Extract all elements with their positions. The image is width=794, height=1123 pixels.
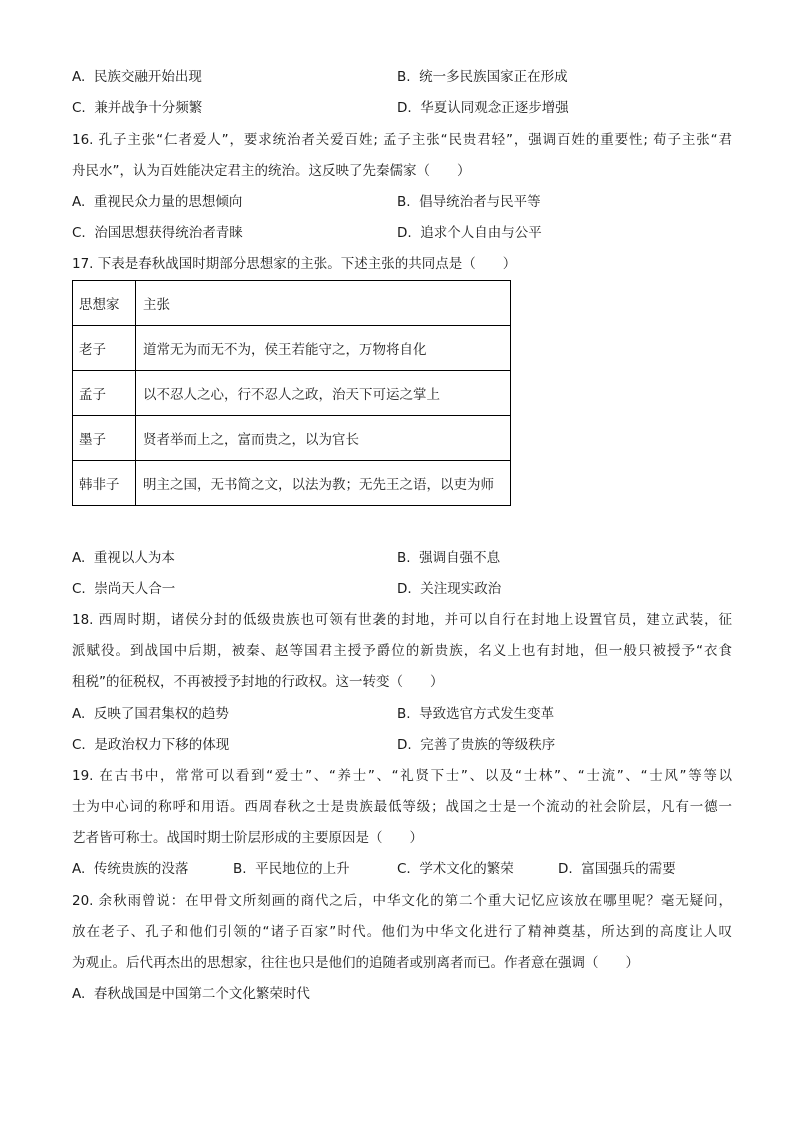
q18-option-c: C. 是政治权力下移的体现 [72, 737, 230, 753]
thinkers-table [72, 280, 511, 506]
q18-stem-line-3: 租税”的征税权，不再被授予封地的行政权。这一转变（ ） [72, 674, 444, 690]
q20-stem-line-2: 放在老子、孔子和他们引领的“诸子百家”时代。他们为中华文化进行了精神奠基，所达到的高度让人叹 [72, 924, 732, 940]
q15-option-d: D. 华夏认同观念正逐步增强 [397, 100, 569, 116]
q19-option-d: D. 富国强兵的需要 [558, 861, 676, 877]
table-cell-thinker: 老子 [73, 326, 136, 371]
table-header-row [73, 281, 511, 326]
q16-option-b: B. 倡导统治者与民平等 [397, 194, 541, 210]
q17-option-a: A. 重视以人为本 [72, 550, 175, 566]
q17-option-c: C. 崇尚天人合一 [72, 581, 176, 597]
table-cell-view: 以不忍人之心，行不忍人之政，治天下可运之掌上 [136, 371, 511, 416]
q19-option-a: A. 传统贵族的没落 [72, 861, 189, 877]
q19-stem-line-3: 艺者皆可称士。战国时期士阶层形成的主要原因是（ ） [72, 830, 423, 846]
q17-option-b: B. 强调自强不息 [397, 550, 501, 566]
table-header-cell: 主张 [136, 281, 511, 326]
q19-option-b: B. 平民地位的上升 [233, 861, 350, 877]
table-header-cell: 思想家 [73, 281, 136, 326]
q16-option-a: A. 重视民众力量的思想倾向 [72, 194, 243, 210]
q19-stem-line-1: 19. 在古书中，常常可以看到“爱士”、“养士”、“礼贤下士”、以及“士林”、“士流”、“士风”等等以 [72, 768, 732, 784]
q18-option-a: A. 反映了国君集权的趋势 [72, 706, 229, 722]
table-row [73, 326, 511, 371]
table-cell-view: 贤者举而上之，富而贵之，以为官长 [136, 416, 511, 461]
q18-stem-line-2: 派赋役。到战国中后期，被秦、赵等国君主授予爵位的新贵族，名义上也有封地，但一般只被授予“衣食 [72, 643, 732, 659]
table-row [73, 371, 511, 416]
q15-option-c: C. 兼并战争十分频繁 [72, 100, 203, 116]
q18-option-b: B. 导致选官方式发生变革 [397, 706, 555, 722]
q15-option-a: A. 民族交融开始出现 [72, 69, 202, 85]
q16-stem-line-1: 16. 孔子主张“仁者爱人”，要求统治者关爱百姓; 孟子主张“民贵君轻”，强调百姓的重要性; 荀子主张“君 [72, 132, 732, 148]
q16-option-c: C. 治国思想获得统治者青睐 [72, 225, 243, 241]
table-cell-thinker: 韩非子 [73, 461, 136, 506]
table-cell-thinker: 墨子 [73, 416, 136, 461]
q20-stem-line-1: 20. 余秋雨曾说：在甲骨文所刻画的商代之后，中华文化的第二个重大记忆应该放在哪里呢？毫无疑问， [72, 893, 732, 909]
table-cell-view: 道常无为而无不为，侯王若能守之，万物将自化 [136, 326, 511, 371]
table-row [73, 461, 511, 506]
q19-stem-line-2: 士为中心词的称呼和用语。西周春秋之士是贵族最低等级；战国之士是一个流动的社会阶层，凡有一德一 [72, 799, 732, 815]
q19-option-c: C. 学术文化的繁荣 [397, 861, 514, 877]
q17-stem: 17. 下表是春秋战国时期部分思想家的主张。下述主张的共同点是（ ） [72, 256, 517, 272]
q16-option-d: D. 追求个人自由与公平 [397, 225, 542, 241]
q15-option-b: B. 统一多民族国家正在形成 [397, 69, 568, 85]
table-cell-thinker: 孟子 [73, 371, 136, 416]
q20-stem-line-3: 为观止。后代再杰出的思想家，往往也只是他们的追随者或别离者而已。作者意在强调（ ） [72, 955, 639, 971]
q16-stem-line-2: 舟民水”，认为百姓能决定君主的统治。这反映了先秦儒家（ ） [72, 163, 471, 179]
table-row [73, 416, 511, 461]
q17-option-d: D. 关注现实政治 [397, 581, 502, 597]
q18-stem-line-1: 18. 西周时期，诸侯分封的低级贵族也可领有世袭的封地，并可以自行在封地上设置官员，建立武装，征 [72, 612, 732, 628]
q18-option-d: D. 完善了贵族的等级秩序 [397, 737, 556, 753]
table-cell-view: 明主之国，无书简之文，以法为教；无先王之语，以吏为师 [136, 461, 511, 506]
q20-option-a: A. 春秋战国是中国第二个文化繁荣时代 [72, 986, 310, 1002]
